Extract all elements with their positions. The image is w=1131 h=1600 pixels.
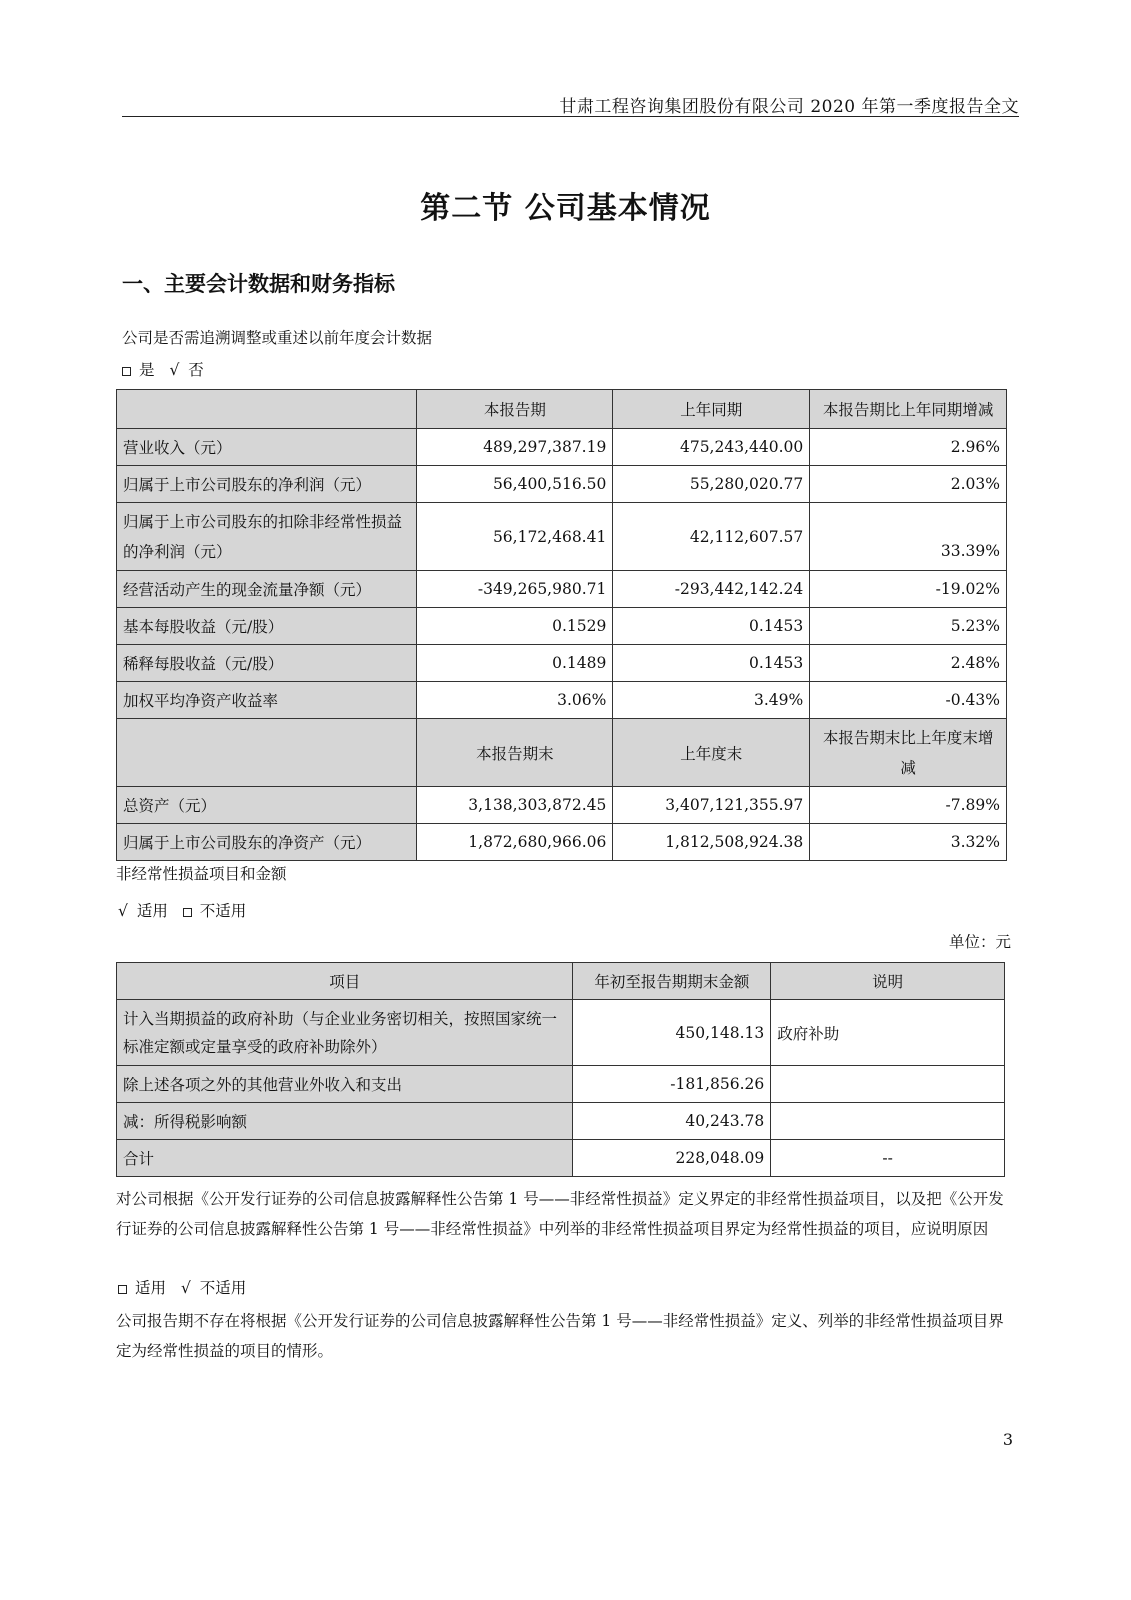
subheading: 一、主要会计数据和财务指标 (122, 271, 395, 296)
option-not-applicable-label: 不适用 (199, 902, 247, 920)
cell-prior: 42,112,607.57 (613, 503, 810, 571)
cell-prior: 475,243,440.00 (613, 429, 810, 466)
header-cell: 本报告期 (417, 390, 613, 429)
table-row (117, 429, 1007, 466)
header-cell: 年初至报告期期末金额 (573, 963, 771, 1000)
definition-options (118, 1276, 246, 1298)
cell-amount: 40,243.78 (573, 1103, 771, 1140)
table-row (117, 466, 1007, 503)
checkbox-applicable (118, 1285, 127, 1294)
table-row (117, 682, 1007, 719)
table-row (117, 1066, 1005, 1103)
cell-current: 3,138,303,872.45 (417, 787, 613, 824)
table-row (117, 1000, 1005, 1066)
cell-prior: 1,812,508,924.38 (613, 824, 810, 861)
cell-change: 3.32% (810, 824, 1007, 861)
row-label: 稀释每股收益（元/股） (117, 645, 417, 682)
cell-prior: 3,407,121,355.97 (613, 787, 810, 824)
row-label: 营业收入（元） (117, 429, 417, 466)
main-financial-table (116, 389, 1007, 861)
header-blank-cell (117, 390, 417, 429)
cell-change: 2.48% (810, 645, 1007, 682)
cell-note: 政府补助 (771, 1000, 1005, 1066)
unit-label: 单位：元 (948, 933, 1011, 951)
header-cell: 说明 (771, 963, 1005, 1000)
header-cell: 本报告期比上年同期增减 (810, 390, 1007, 429)
nonrecurring-title: 非经常性损益项目和金额 (116, 865, 287, 883)
cell-change: 33.39% (810, 503, 1007, 571)
cell-current: 56,400,516.50 (417, 466, 613, 503)
cell-change: 5.23% (810, 608, 1007, 645)
cell-note: -- (771, 1140, 1005, 1177)
cell-change: -7.89% (810, 787, 1007, 824)
nonrecurring-table (116, 962, 1005, 1177)
cell-current: 3.06% (417, 682, 613, 719)
checkbox-yes (122, 367, 131, 376)
header-rule (122, 116, 1019, 117)
check-mark: √ (180, 1279, 191, 1297)
cell-current: -349,265,980.71 (417, 571, 613, 608)
cell-amount: -181,856.26 (573, 1066, 771, 1103)
row-label: 计入当期损益的政府补助（与企业业务密切相关，按照国家统一标准定额或定量享受的政府补助除外） (117, 1000, 573, 1066)
cell-prior: -293,442,142.24 (613, 571, 810, 608)
table-row (117, 824, 1007, 861)
cell-current: 0.1489 (417, 645, 613, 682)
table-row (117, 503, 1007, 571)
cell-prior: 0.1453 (613, 645, 810, 682)
table-row (117, 571, 1007, 608)
cell-amount: 228,048.09 (573, 1140, 771, 1177)
cell-prior: 3.49% (613, 682, 810, 719)
cell-prior: 55,280,020.77 (613, 466, 810, 503)
row-label: 减：所得税影响额 (117, 1103, 573, 1140)
cell-current: 0.1529 (417, 608, 613, 645)
header-cell: 上年同期 (613, 390, 810, 429)
nonrecurring-options (118, 899, 246, 921)
cell-current: 489,297,387.19 (417, 429, 613, 466)
section-title: 第二节 公司基本情况 (420, 191, 711, 226)
cell-note (771, 1103, 1005, 1140)
cell-current: 1,872,680,966.06 (417, 824, 613, 861)
table-row (117, 1140, 1005, 1177)
checkbox-not-applicable (183, 908, 192, 917)
option-yes-label: 是 (139, 361, 155, 379)
cell-prior: 0.1453 (613, 608, 810, 645)
table-header-row (117, 390, 1007, 429)
row-label: 加权平均净资产收益率 (117, 682, 417, 719)
option-applicable-label: 适用 (136, 902, 168, 920)
cell-change: 2.96% (810, 429, 1007, 466)
table-header-row (117, 963, 1005, 1000)
table-row (117, 645, 1007, 682)
retro-options (122, 358, 204, 380)
table-header-row (117, 719, 1007, 787)
table-row (117, 787, 1007, 824)
row-label: 归属于上市公司股东的净利润（元） (117, 466, 417, 503)
option-not-applicable-label: 不适用 (199, 1279, 247, 1297)
cell-note (771, 1066, 1005, 1103)
definition-paragraph: 对公司根据《公开发行证券的公司信息披露解释性公告第 1 号——非经常性损益》定义界定的非经常性损益项目，以及把《公开发行证券的公司信息披露解释性公告第 1 号——非经常性损益》中列举的非经常性损益项目界定为经常性损益的项目，应说明原因 (116, 1190, 1004, 1238)
cell-amount: 450,148.13 (573, 1000, 771, 1066)
cell-change: -0.43% (810, 682, 1007, 719)
cell-current: 56,172,468.41 (417, 503, 613, 571)
row-label: 合计 (117, 1140, 573, 1177)
option-no-label: 否 (188, 361, 204, 379)
row-label: 经营活动产生的现金流量净额（元） (117, 571, 417, 608)
retro-question: 公司是否需追溯调整或重述以前年度会计数据 (122, 329, 433, 347)
table-row (117, 608, 1007, 645)
header-cell: 本报告期末 (417, 719, 613, 787)
row-label: 总资产（元） (117, 787, 417, 824)
closing-paragraph: 公司报告期不存在将根据《公开发行证券的公司信息披露解释性公告第 1 号——非经常性损益》定义、列举的非经常性损益项目界定为经常性损益的项目的情形。 (116, 1312, 1004, 1360)
header-cell: 上年度末 (613, 719, 810, 787)
header-blank-cell (117, 719, 417, 787)
report-header: 甘肃工程咨询集团股份有限公司 2020 年第一季度报告全文 (559, 97, 1019, 117)
table-row (117, 1103, 1005, 1140)
row-label: 除上述各项之外的其他营业外收入和支出 (117, 1066, 573, 1103)
cell-change: -19.02% (810, 571, 1007, 608)
page-number: 3 (1002, 1430, 1013, 1449)
header-cell: 本报告期末比上年度末增减 (810, 719, 1007, 787)
row-label: 基本每股收益（元/股） (117, 608, 417, 645)
row-label: 归属于上市公司股东的扣除非经常性损益的净利润（元） (117, 503, 417, 571)
check-mark: √ (118, 902, 128, 920)
check-mark: √ (169, 361, 180, 379)
option-applicable-label: 适用 (135, 1279, 167, 1297)
row-label: 归属于上市公司股东的净资产（元） (117, 824, 417, 861)
cell-change: 2.03% (810, 466, 1007, 503)
header-cell: 项目 (117, 963, 573, 1000)
